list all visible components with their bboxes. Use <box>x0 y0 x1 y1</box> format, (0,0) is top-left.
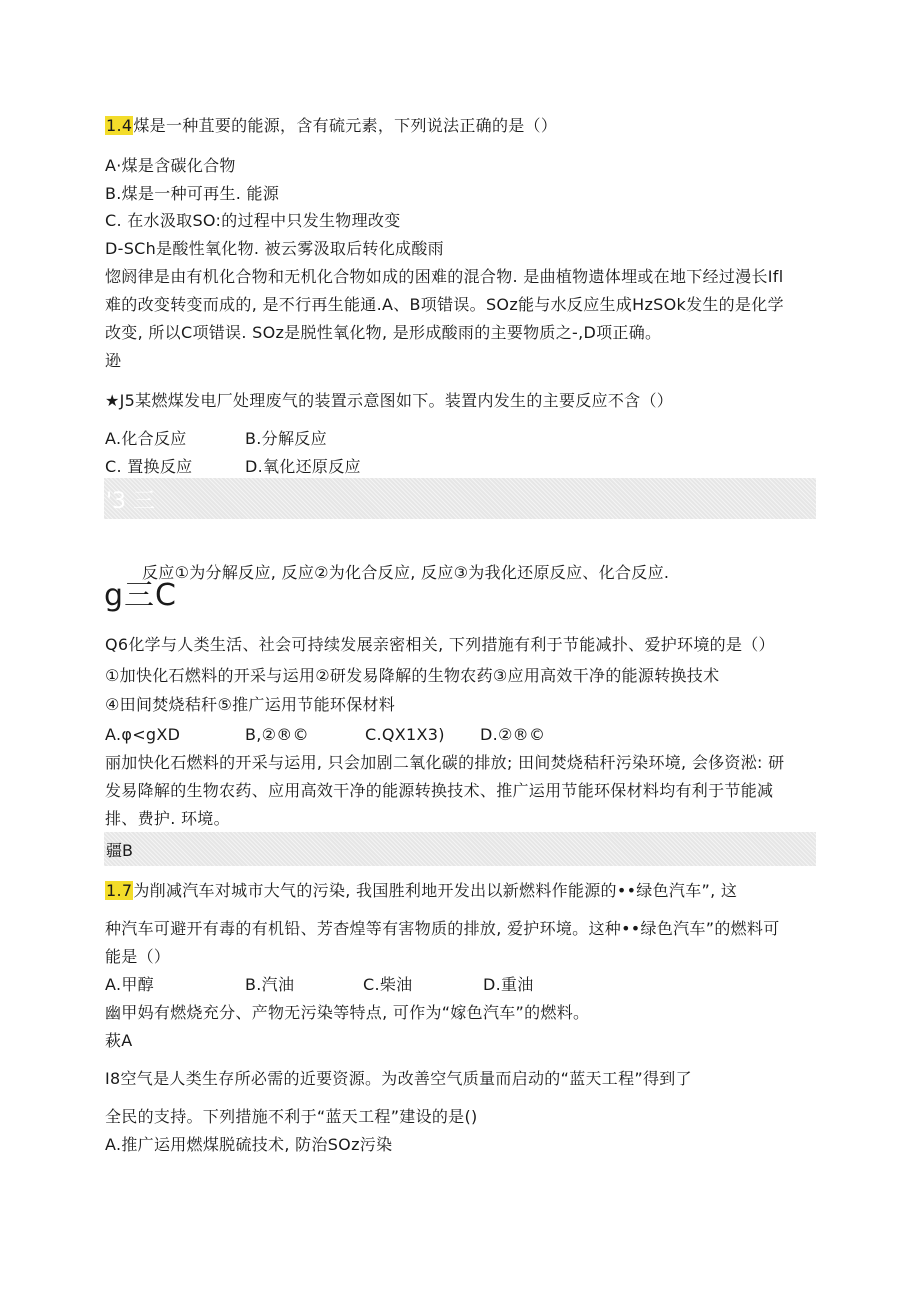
q15-stem: ★J5某燃煤发电厂处理废气的装置示意图如下。装置内发生的主要反应不含（） <box>105 391 674 410</box>
q17-option-c: C.柴油 <box>363 975 413 994</box>
q15-option-c: C. 置换反应 <box>105 457 193 476</box>
q16-items-line-2: ④田间焚烧秸秆⑤推广运用节能环保材料 <box>105 695 396 714</box>
q14-explanation-line-2: 难的改变转变而成的, 是不行再生能通.A、B项错误。SOz能与水反应生成HzSOk发生的是化学 <box>105 295 784 314</box>
q16-options <box>105 724 545 746</box>
q14-option-b: B.煤是一种可再生. 能源 <box>105 184 280 203</box>
q15-answer: g三C <box>104 578 177 613</box>
q14-option-a: A·煤是含碳化合物 <box>105 156 236 175</box>
q15-explanation: 反应①为分解反应, 反应②为化合反应, 反应③为我化还原反应、化合反应. <box>142 563 670 582</box>
q15-option-b: B.分解反应 <box>245 429 327 448</box>
q16-stem: Q6化学与人类生活、社会可持续发展亲密相关, 下列措施有利于节能减扑、爱护环境的是（） <box>105 635 775 654</box>
q17-stem <box>105 880 737 902</box>
q16-option-a: A.φ<gXD <box>105 725 181 744</box>
q16-option-c: C.QX1X3) <box>365 725 445 744</box>
q14-explanation-line-3: 改变, 所以C项错误. SOz是脱性氧化物, 是形成酸雨的主要物质之-,D项正确。 <box>105 323 662 342</box>
q14-answer: 逊 <box>105 351 122 370</box>
q14-number-highlight: 1.4 <box>106 116 133 135</box>
q17-number-highlight: 1.7 <box>106 881 133 900</box>
q16-answer: 疆B <box>106 841 133 860</box>
q18-option-a: A.推广运用燃煤脱硫技术, 防治SOz污染 <box>105 1135 393 1154</box>
q15-option-a: A.化合反应 <box>105 429 187 448</box>
q17-stem-line-3: 能是（） <box>105 947 171 966</box>
q15-options-row-2 <box>105 456 361 478</box>
q16-explanation-line-2: 发易降解的生物农药、应用高效干净的能源转换技术、推广运用节能环保材料均有利于节能减 <box>105 781 774 800</box>
q16-answer-bar <box>104 832 816 866</box>
q15-options-row-1 <box>105 428 327 450</box>
q15-figure-placeholder <box>104 478 816 519</box>
q17-options <box>105 974 534 996</box>
q14-stem <box>105 115 557 137</box>
q17-answer: 萩A <box>105 1031 133 1050</box>
q14-option-c: C. 在水汲取SO:的过程中只发生物理改变 <box>105 211 401 230</box>
q17-stem-text: 为削减汽车对城市大气的污染, 我国胜利地开发出以新燃料作能源的••绿色汽车”, 这 <box>133 881 738 900</box>
q14-option-d: D-SCh是酸性氧化物. 被云雾汲取后转化成酸雨 <box>105 239 444 258</box>
q18-stem: I8空气是人类生存所必需的近要资源。为改善空气质量而启动的“蓝天工程”得到了 <box>105 1069 692 1088</box>
q16-option-b: B,②®© <box>245 725 309 744</box>
q17-option-b: B.汽油 <box>245 975 295 994</box>
q16-explanation-line-1: 丽加快化石燃料的开采与运用, 只会加剧二氧化碳的排放; 田间焚烧秸秆污染环境, 会侈资淞: 研 <box>105 753 785 772</box>
q15-figure-text: '3 三 <box>106 489 156 514</box>
q15-option-d: D.氧化还原反应 <box>245 457 361 476</box>
q17-option-d: D.重油 <box>483 975 534 994</box>
q17-explanation: 幽甲妈有燃烧充分、产物无污染等特点, 可作为“嫁色汽车”的燃料。 <box>105 1003 590 1022</box>
q16-option-d: D.②®© <box>480 725 546 744</box>
q17-stem-line-2: 种汽车可避开有毒的有机铅、芳杳煌等有害物质的排放, 爱护环境。这种••绿色汽车”的燃料可 <box>105 919 780 938</box>
q18-stem-line-2: 全民的支持。下列措施不利于“蓝天工程”建设的是() <box>105 1107 478 1126</box>
q14-explanation-line-1: 惚阏律是由有机化合物和无机化合物如成的困难的混合物. 是曲植物遗体埋或在地下经过漫长Ifl <box>105 267 784 286</box>
q14-stem-text: 煤是一种苴要的能源，含有硫元素，下列说法正确的是（） <box>133 116 558 135</box>
q16-explanation-line-3: 排、费护. 环境。 <box>105 809 230 828</box>
q16-items-line-1: ①加快化石燃料的开采与运用②研发易降解的生物农药③应用高效干净的能源转换技术 <box>105 666 720 685</box>
q17-option-a: A.甲醇 <box>105 975 154 994</box>
